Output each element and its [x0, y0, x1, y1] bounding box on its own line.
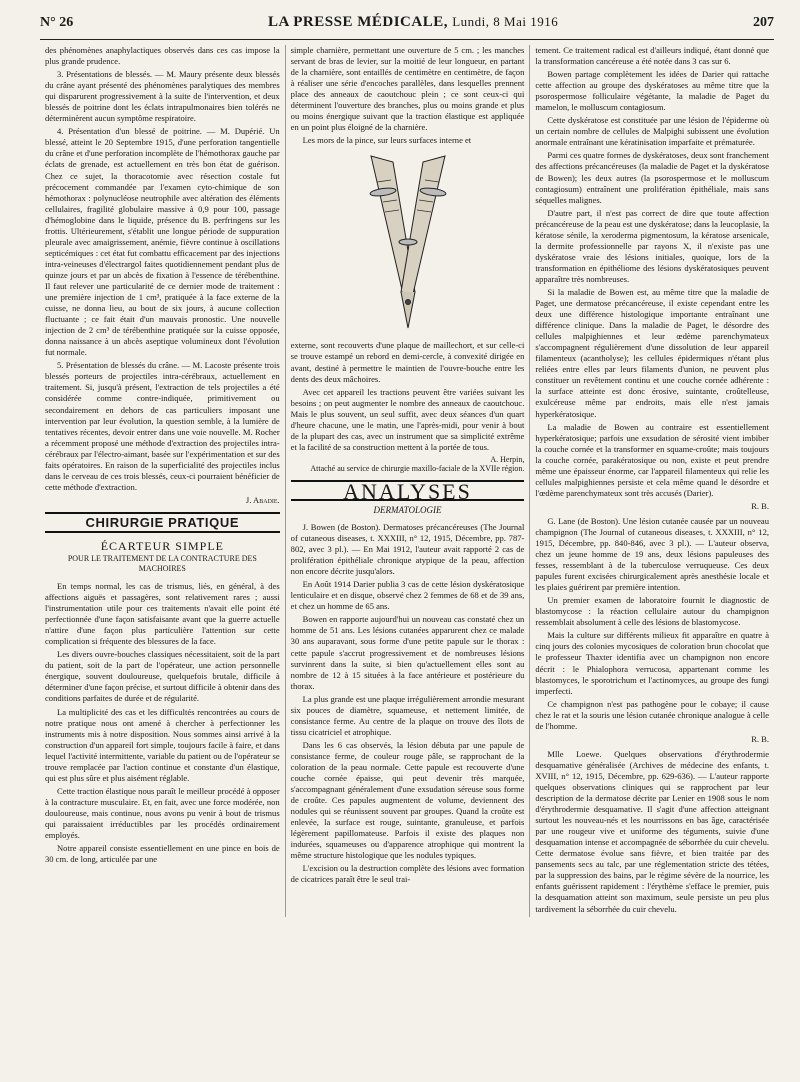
column-middle	[285, 45, 530, 917]
paragraph: Notre appareil consiste essentiellement en une pince en bois de 30 cm. de long, articulée par une	[45, 843, 280, 865]
paragraph: Dans les 6 cas observés, la lésion débuta par une papule de consistance ferme, de couleur rouge pâle, se rapprochant de la coloration de la peau normale. Cette papule est recouverte d'une couche cornée épaisse, qui peut devenir très marquée, s'accompagnant généralement d'une exsudation séreuse sous forme de croûte. Ces papules augmentent de volume, deviennent des nodules qui se réunissent souvent par groupes. Quand la croûte est enlevée, la surface est rouge, suintante, granuleuse, et parfois légèrement papillomateuse. Parfois il existe des plaques non indurées, squameuses ou d'apparence atrophique qui montrent la même structure histologique que les nodules typiques.	[290, 739, 525, 861]
paragraph: La maladie de Bowen au contraire est essentiellement hyperkératosique; parfois une exsudation de sérosité vient imbiber la couche cornée et la transformer en squame-croûte; mais toujours la couche cornée, parakératosique ou non, existe et peut prendre même une épaisseur énorme, car l'appareil filamenteux qui relie les cellules malpighiennes persiste et cela même quand le désordre et l'œdème parenchymateux sont très accusés (Darier).	[535, 421, 770, 498]
issue-date: Lundi, 8 Mai 1916	[452, 14, 559, 29]
paragraph: D'autre part, il n'est pas correct de dire que toute affection précancéreuse de la peau est une dyskératose; dans la leucoplasie, la kératose sénile, la xeroderma pigmentosum, la kératose arsenicale, la dermite professionnelle par rayons X, il n'existe pas une dyskératose vraie des lésions initiales, quoique, lors de la transformation en épithéliome des lésions dyskératosiques peuvent apparaître très nombreuses.	[535, 207, 770, 284]
page-header	[40, 14, 774, 40]
paragraph: En temps normal, les cas de trismus, liés, en général, à des affections aiguës et passagères, sont relativement rares ; aussi l'instrumentation utile pour ces traitements n'avait elle point été perfectionnée d'une façon satisfaisante avant que la guerre actuelle n'attire d'une façon plus particulière l'attention sur cette complication si fréquente des blessures de la face.	[45, 581, 280, 647]
paragraph: Cette dyskératose est constituée par une lésion de l'épiderme où un certain nombre de cellules de Malpighi subissent une évolution anormale entraînant une kératinisation imparfaite et prématurée.	[535, 115, 770, 148]
paragraph: L'excision ou la destruction complète des lésions avec formation de cicatrices paraît être le seul trai-	[290, 863, 525, 885]
reviewer-initials: R. B.	[751, 733, 770, 744]
paragraph: Mais la culture sur différents milieux fit apparaître en quatre à cinq jours des colonies mycosiques de coloration brun chocolat que le professeur Thaxter identifia avec un champignon non encore décrit : le Phialophora verrucosa, appartenant comme les blastomyces, le sporotrichum et l'actinomyces, au groupe des fungi imperfecti.	[535, 630, 770, 696]
paragraph: Les divers ouvre-bouches classiques nécessitaient, soit de la part du patient, soit de la part de l'opérateur, une action personnelle énergique, souvent douloureuse, quelquefois brutale, difficile à déterminer d'une façon précise, et surtout difficile à obtenir dans des conditions parfaites de durée et de régularité.	[45, 649, 280, 704]
column-right	[529, 45, 774, 917]
paragraph: Les mors de la pince, sur leurs surfaces interne et	[302, 135, 472, 146]
author-name: A. Herpin,	[490, 454, 525, 464]
author-affiliation: Attaché au service de chirurgie maxillo-faciale de la XVIIe région.	[310, 464, 525, 474]
paragraph: externe, sont recouverts d'une plaque de maillechort, et sur celle-ci se trouve estampé un rebord en demi-cercle, à convexité dirigée en avant, destiné à permettre le maintien de l'ouvre-bouche entre les dents des deux mâchoires.	[290, 340, 525, 384]
paragraph: des phénomènes anaphylactiques observés dans ces cas impose la plus grande prudence.	[45, 45, 280, 67]
paragraph: 5. Présentation de blessés du crâne. — M. Lacoste présente trois blessés porteurs de projectiles intra-cérébraux, actuellement en traitement. Si, jusqu'à présent, l'extraction de tels projectiles a été considérée comme contre-indiquée, primitivement ou secondairement en dehors de cas particuliers imposant une intervention par leur évolution, la question semble, à la lumière de tentatives récentes, devoir entrer dans une voie nouvelle. M. Rocher a récemment proposé une méthode d'extraction des projectiles intra-cérébraux par l'électro-aimant, basée sur l'expérimentation et sur des faits opératoires. En raison de la superficialité des projectiles inclus dans le cerveau de ces trois blessés, ceux-ci pourraient bénéficier de cette méthode d'extraction.	[45, 360, 280, 492]
jaw-spreader-illustration	[333, 152, 483, 332]
paragraph: 4. Présentation d'un blessé de poitrine. — M. Dupérié. Un blessé, atteint le 20 Septembre 1915, d'une perforation tangentielle du crâne et d'une perforation incomplète de l'hémothorax gauche par éclats de grenade, est actuellement en très bon état de guérison. Chez ce sujet, la thoracotomie avec résection costale fut précocement commandée par l'examen cyto-chimique de son hémothorax : polynucléose neutrophile avec altération des éléments cellulaires, fragilité globulaire massive à 0,9 pour 100, passage d'hémoglobine dans le liquide, présence du B. perfringens sur les frottis. Ultérieurement, s'établit une longue période de suppuration pleurale avec amaigrissement, anémie, fièvre continue à oscillations septicémiques : cet état fut combattu efficacement par des injections intra-veineuses d'électrargol faites quotidiennement pendant plus de quinze jours et par un abcès de fixation à l'essence de térébenthine. Il faut relever une particularité de ce dernier mode de traitement : une première injection de 1 cm³, pratiquée à la face externe de la cuisse, ne donna lieu, au bout de six jours, à aucune collection fluctuante ; ce fait était d'un mauvais pronostic. Une nouvelle injection de 2 cm³ de térébenthine pratiquée sur la cuisse opposée, donna naissance à un abcès aseptique volumineux dont l'évolution fut normale.	[45, 126, 280, 358]
author-signature	[291, 455, 525, 474]
paragraph: Un premier examen de laboratoire fournit le diagnostic de blastomycose : la réaction cellulaire autour du champignon ressemblait absolument à celle des lésions de blastomycose.	[535, 595, 770, 628]
paragraph: La multiplicité des cas et les difficultés rencontrées au cours de notre pratique nous ont amené à chercher à perfectionner les instruments mis à notre disposition. Nous sommes ainsi arrivé à la construction d'un appareil fort simple, toujours facile à faire, et dans lequel l'activité intermittente, variable du patient ou de l'opérateur se trouve remplacée par l'action continue et constante d'un élastique, qui est plus sûre et plus aisément réglable.	[45, 706, 280, 783]
section-title: CHIRURGIE PRATIQUE	[45, 512, 280, 533]
paragraph: La plus grande est une plaque irrégulièrement arrondie mesurant six pouces de diamètre, squameuse, et nettement limitée, de consistance ferme. Au centre de la plaque on trouve des îlots de tissu cicatriciel et atrophique.	[290, 693, 525, 737]
page-number: 207	[753, 15, 774, 30]
journal-title	[268, 14, 558, 31]
issue-number: N° 26	[40, 15, 74, 30]
reviewer-initials: R. B.	[751, 500, 770, 511]
paragraph: G. Lane (de Boston). Une lésion cutanée causée par un nouveau champignon (The Journal of cutaneous diseases, t. XXXIII, n° 12, 1915, Décembre, pp. 840-846, avec 3 pl.). — L'auteur observa, chez un jeune homme de 19 ans, deux lésions papuleuses des fesses, ressemblant à de la tuberculose verruqueuse. Ces deux papules furent excisées chirurgicalement après anesthésie locale et les plaies guérirent par première intention.	[535, 515, 770, 593]
paragraph: Avec cet appareil les tractions peuvent être variées suivant les besoins ; on peut augmenter le nombre des anneaux de caoutchouc. Mais le plus souvent, un seul suffit, avec deux séances d'un quart d'heure chacune, une le matin, une l'après-midi, pour venir à bout de la plupart des cas, avec un instrument que sa simplicité extrême et la facilité de sa construction mettent à la portée de tous.	[290, 386, 525, 452]
paragraph: Parmi ces quatre formes de dyskératoses, deux sont franchement des affections précancéreuses (la maladie de Paget et la dyskératose de Bowen); les deux autres (la psorospermose et le molluscum contagiosum) entraînent une prolifération épithéliale, mais sans séquelles malignes.	[535, 150, 770, 205]
paragraph: Si la maladie de Bowen est, au même titre que la maladie de Paget, une dermatose précancéreuse, il existe cependant entre les deux une différence histologique importante entraînant une différence clinique. Dans la maladie de Paget, le désordre des cellules malpighiennes et leur œdème parenchymateux s'accompagnent régulièrement d'une dissolution de leur appareil filamenteux (acantholyse); les cellules épidermiques n'étant plus reliées entre elles par leurs filaments d'union, ne peuvent plus constituer un revêtement continu et une couche cornée adhérente : la surface atteinte est donc érosive, suintante, croûtelleuse, exulcéreuse même par endroits, mais elle n'est jamais hyperkératosique.	[535, 286, 770, 419]
paragraph: Mlle Loewe. Quelques observations d'érythrodermie desquamative généralisée (Archives de médecine des enfants, t. XVIII, n° 12, 1915, Décembre, pp. 629-636). — L'auteur rapporte quelques observations cliniques qui se rapprochent par leur description de la dermatose décrite par Lenier en 1908 sous le nom d'érythrodermie desquamative. Il s'agit d'une affection atteignant surtout les nouveau-nés et les nourrissons en bas âge, caractérisée par une rougeur vive et uniforme des téguments, suivie d'une desquamation intense et accompagnée de séborrhée du cuir chevelu. Cette dermatose évolue sans fièvre, et bien traitée par des pansements secs au talc, par une réglementation stricte des tétées, par la suppression des bains, par le régime sévère de la nourrice, les enfants guérissent rapidement : l'érythème s'efface le premier, puis la desquamation atteint son maximum, seule persiste un peu plus tardivement la séborrhée du cuir chevelu.	[535, 748, 770, 914]
signature: J. Abadie.	[245, 494, 280, 505]
paragraph: Cette traction élastique nous paraît le meilleur procédé à opposer à la contracture musculaire. Et, en fait, avec une force modérée, non douloureuse, mais continue, nous avons pu venir à bout de trismus qui paraissaient irréductibles par les procédés ordinairement employés.	[45, 785, 280, 841]
paragraph: tement. Ce traitement radical est d'ailleurs indiqué, étant donné que la transformation cancéreuse a été notée dans 3 cas sur 6.	[535, 45, 770, 67]
jaw-spreader-figure	[291, 152, 525, 332]
article-subtitle: POUR LE TRAITEMENT DE LA CONTRACTURE DES MACHOIRES	[67, 554, 257, 574]
journal-name: LA PRESSE MÉDICALE,	[268, 14, 448, 30]
section-title: ANALYSES	[291, 480, 525, 501]
paragraph: simple charnière, permettant une ouverture de 5 cm. ; les manches servant de bras de levier, sur la moitié de leur longueur, en partant de la charnière, sont entaillés de centimètre en centimètre, de façon à réaliser une série d'encoches parallèles, dans lesquelles prennent place des anneaux de caoutchouc plein ; ce sont ceux-ci qui déterminent l'ouverture des branches, plus ou moins grande et plus ou moins énergique suivant que la traction élastique est appliquée en un point plus éloigné de la charnière.	[290, 45, 525, 133]
columns	[40, 45, 774, 917]
paragraph: Ce champignon n'est pas pathogène pour le cobaye; il cause chez le rat et la souris une lésion cutanée chronique analogue à celle de l'homme.	[535, 698, 770, 731]
paragraph: Bowen partage complètement les idées de Darier qui rattache cette affection au groupe des dyskératoses au même titre que la psorospermose folliculaire végétante, la maladie de Paget du mamelon, le molluscum contagiosum.	[535, 69, 770, 113]
article-title: ÉCARTEUR SIMPLE	[100, 538, 224, 553]
subsection-title: DERMATOLOGIE	[373, 504, 442, 515]
column-left	[40, 45, 285, 917]
paragraph: J. Bowen (de Boston). Dermatoses précancéreuses (The Journal of cutaneous diseases, t. XXXIII, n° 12, 1915, Décembre, pp. 787-802, avec 3 pl.). — En Mai 1912, l'auteur avait rapporté 2 cas de prolifération épithéliale chronique atypique de la peau, affection non encore décrite jusqu'alors.	[290, 521, 525, 577]
paragraph: Bowen en rapporte aujourd'hui un nouveau cas constaté chez un homme de 51 ans. Les lésions cutanées apparurent chez ce malade 30 ans auparavant, sous forme d'une petite papule sur le thorax : cette papule s'accrut progressivement et de nombreuses lésions survinrent dans la suite, si bien qu'actuellement elles sont au nombre de 12 à 15 situées à la face antérieure et postérieure du thorax.	[290, 614, 525, 691]
paragraph: 3. Présentations de blessés. — M. Maury présente deux blessés du crâne ayant présenté des phénomènes paralytiques des membres qui disparurent progressivement à la suite de l'intervention, et deux blessés de poitrine dont les éclats intrapulmonaires bien tolérés ne déterminèrent aucun symptôme respiratoire.	[45, 69, 280, 124]
paragraph: En Août 1914 Darier publia 3 cas de cette lésion dyskératosique lenticulaire et en disque, observé chez 2 femmes de 68 et de 39 ans, et chez un homme de 65 ans.	[290, 579, 525, 612]
